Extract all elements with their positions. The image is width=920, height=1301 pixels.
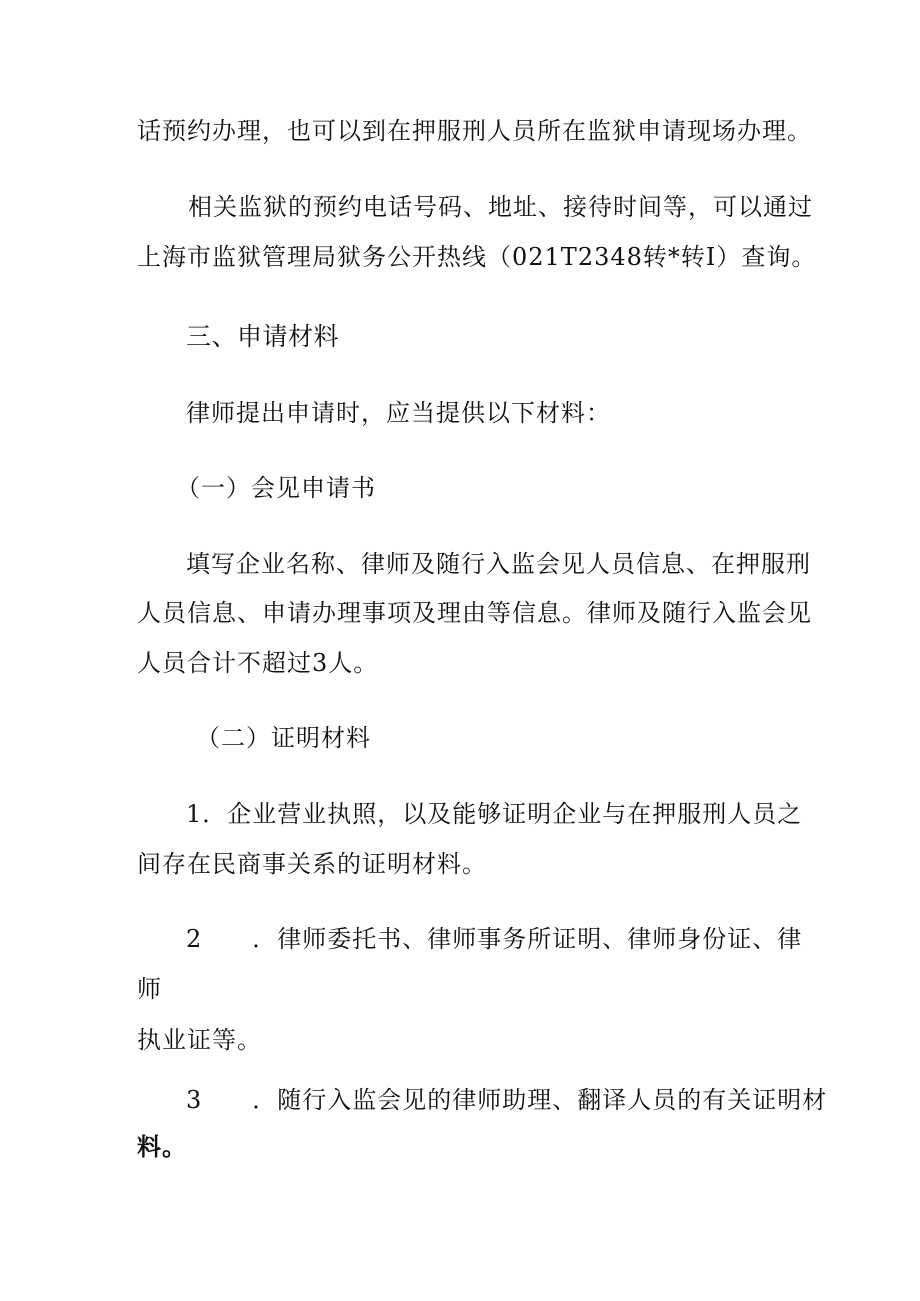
section-heading: 三、申请材料 [186,322,340,351]
list-item-line: 3 ．随行入监会见的律师助理、翻译人员的有关证明材 [186,1086,828,1114]
paragraph-line: 话预约办理，也可以到在押服刑人员所在监狱申请现场办理。 [137,117,812,145]
list-item-line: 执业证等。 [137,1026,262,1054]
paragraph-line: 人员合计不超过3人。 [137,649,379,677]
list-item-line: 间存在民商事关系的证明材料。 [137,850,487,878]
paragraph-line: 上海市监狱管理局狱务公开热线（021T2348转*转I）查询。 [137,243,817,271]
list-item-line: 料。 [137,1133,187,1161]
paragraph-line: 律师提出申请时，应当提供以下材料： [186,399,611,427]
paragraph-line: 填写企业名称、律师及随行入监会见人员信息、在押服刑 [186,550,811,578]
list-item-line: 1．企业营业执照，以及能够证明企业与在押服刑人员之 [186,800,803,828]
list-item-line: 2 ．律师委托书、律师事务所证明、律师身份证、律 [186,925,803,953]
subsection-heading: （一）会见申请书 [176,474,376,502]
paragraph-line: 相关监狱的预约电话号码、地址、接待时间等，可以通过 [188,193,813,221]
subsection-heading: （二）证明材料 [196,724,371,752]
list-item-line: 师 [137,975,162,1003]
paragraph-line: 人员信息、申请办理事项及理由等信息。律师及随行入监会见 [137,599,812,627]
